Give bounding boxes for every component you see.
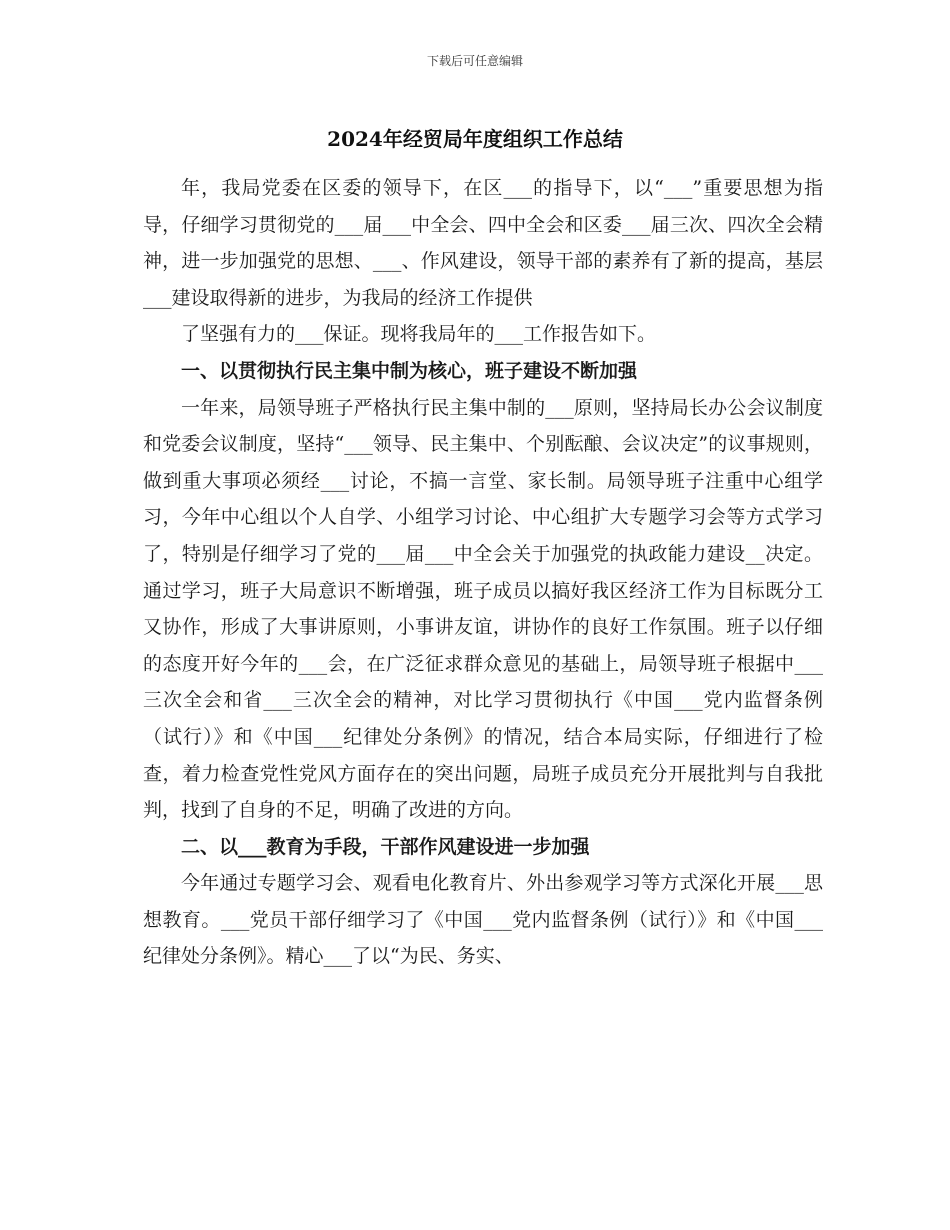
page-header-note: 下载后可任意编辑 <box>426 54 523 68</box>
section-2-paragraph: 今年通过专题学习会、观看电化教育片、外出参观学习等方式深化开展___思想教育。___党员干部仔细学习了《中国___党内监督条例（试行）》和《中国___纪律处分条例》。精心___了以“为民、务实、 <box>143 872 823 968</box>
document-title: 2024年经贸局年度组织工作总结 <box>327 127 623 151</box>
document-body <box>143 170 823 975</box>
section-2-heading: 二、以___教育为手段，干部作风建设进一步加强 <box>181 835 590 858</box>
intro-paragraph-2: 了坚强有力的___保证。现将我局年的___工作报告如下。 <box>181 323 657 346</box>
section-1-paragraph: 一年来，局领导班子严格执行民主集中制的___原则，坚持局长办公会议制度和党委会议制度，坚持“___领导、民主集中、个别酝酿、会议决定”的议事规则，做到重大事项必须经___讨论，不搞一言堂、家长制。局领导班子注重中心组学习，今年中心组以个人自学、小组学习讨论、中心组扩大专题学习会等方式学习了，特别是仔细学习了党的___届___中全会关于加强党的执政能力建设__决定。通过学习，班子大局意识不断增强，班子成员以搞好我区经济工作为目标既分工又协作，形成了大事讲原则，小事讲友谊，讲协作的良好工作氛围。班子以仔细的态度开好今年的___会，在广泛征求群众意见的基础上，局领导班子根据中___三次全会和省___三次全会的精神，对比学习贯彻执行《中国___党内监督条例（试行）》和《中国___纪律处分条例》的情况，结合本局实际，仔细进行了检查，着力检查党性党风方面存在的突出问题，局班子成员充分开展批判与自我批判，找到了自身的不足，明确了改进的方向。 <box>143 396 823 822</box>
section-1-heading: 一、以贯彻执行民主集中制为核心，班子建设不断加强 <box>181 359 638 382</box>
intro-paragraph-1: 年，我局党委在区委的领导下，在区___的指导下，以“___”重要思想为指导，仔细学习贯彻党的___届___中全会、四中全会和区委___届三次、四次全会精神，进一步加强党的思想、___、作风建设，领导干部的素养有了新的提高，基层___建设取得新的进步，为我局的经济工作提供 <box>143 177 823 309</box>
